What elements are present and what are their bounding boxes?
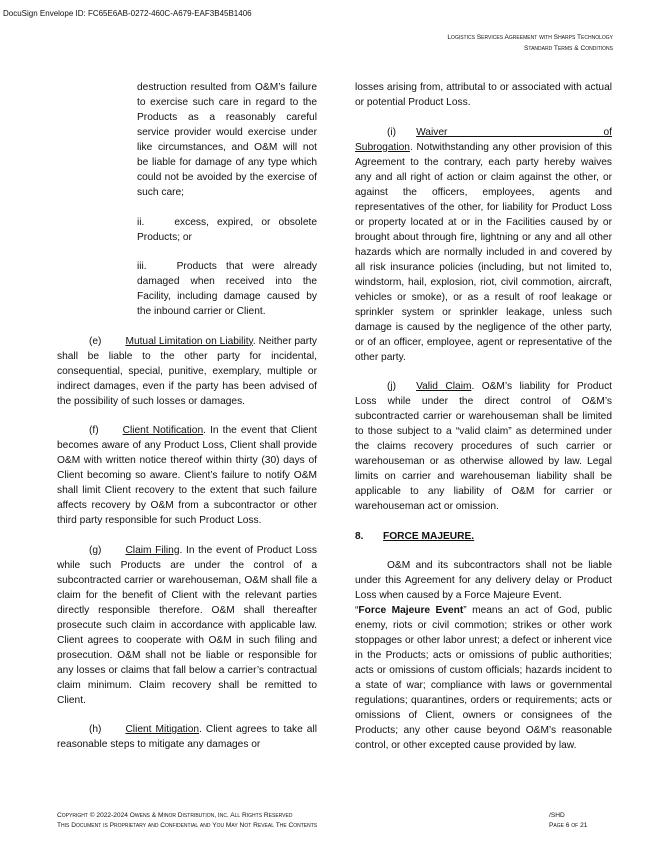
section-h-title: Client Mitigation xyxy=(125,724,200,735)
section-h-text: . Client agrees to take all reasonable steps to mitigate any damages or xyxy=(57,724,317,750)
section-h-label: (h) xyxy=(89,724,102,735)
force-majeure-open-quote: “ xyxy=(355,605,359,616)
section-i-title: Waiver of Subrogation xyxy=(355,126,612,153)
docusign-envelope-id: DocuSign Envelope ID: FC65E6AB-0272-460C-A679-EAF3B45B1406 xyxy=(3,9,252,18)
force-majeure-term: Force Majeure Event xyxy=(358,605,464,616)
section-e xyxy=(57,334,317,409)
section-f-title: Client Notification xyxy=(122,425,204,436)
section-i-label: (i) xyxy=(387,126,397,138)
section-f-text: . In the event that Client becomes aware of any Product Loss, Client shall provide O&M with written notice thereof within thirty (30) days of Client becoming so aware. Client’s failure to notify O&M shall limit Client recovery to the extent that such failure affects recovery by O&M from a subcontractor or other third party responsible for such Product Loss. xyxy=(57,425,317,526)
clause-continuation: destruction resulted from O&M’s failure to exercise such care in regard to the Products as a reasonably careful service provider would exercise under like circumstances, and O&M will not be liable for damage of any type which could not be avoided by the exercise of such care; xyxy=(137,82,317,198)
force-majeure-definition xyxy=(355,603,612,753)
clause-iii xyxy=(57,259,317,319)
footer-right xyxy=(549,811,587,831)
clause-ii-number: ii. xyxy=(137,216,145,228)
page-header xyxy=(447,32,613,54)
section-g-label: (g) xyxy=(89,544,102,556)
section-g xyxy=(57,543,317,708)
force-majeure-definition-text: ” means an act of God, public enemy, riots or civil commotion; strikes or other work stoppages or other labor unrest; a defect or inherent vice in the Products; acts or omissions of public authorities; acts or omissions of custom officials; hazards incident to a state of war; compliance with laws or governmental regulations; quarantines, orders or requirements; acts or omissions of Client, owners or consignees of the Products; any other cause beyond O&M’s reasonable control, or other excepted cause provided by law. xyxy=(355,605,612,751)
section-j-title: Valid Claim xyxy=(416,381,472,392)
force-majeure-paragraph-1: O&M and its subcontractors shall not be liable under this Agreement for any delivery delay or Product Loss when caused by a Force Majeure Event. xyxy=(355,560,612,601)
clause-ii xyxy=(57,215,317,245)
section-8-title: FORCE MAJEURE. xyxy=(383,530,475,542)
section-e-label: (e) xyxy=(89,335,102,347)
section-h xyxy=(57,722,317,752)
section-f-label: (f) xyxy=(89,425,99,436)
section-f xyxy=(57,423,317,528)
footer-page-number: Page 6 of 21 xyxy=(549,822,588,829)
footer-initials: /SHD xyxy=(549,812,565,819)
section-e-text: . Neither party shall be liable to the other party for incidental, consequential, special, punitive, exemplary, multiple or indirect damages, even if the party has been advised of the possibility of such losses or damages. xyxy=(57,335,318,407)
clause-iii-text: Products that were already damaged when received into the Facility, including damage caused by the inbound carrier or Client. xyxy=(137,261,317,317)
clause-ii-text: excess, expired, or obsolete Products; or xyxy=(137,216,317,243)
section-i-text: . Notwithstanding any other provision of this Agreement to the contrary, each party hereby waives any and all right of action or claim against the other, or against the officers, employees, agents and representatives of the other, for liability for Product Loss or property located at or in the Facilities caused by or brought about through fire, lightning or any and all other hazards which are normally included in and covered by all risk insurance policies (including, but not limited to, windstorm, hail, explosion, riot, civil commotion, aircraft, vehicles or smoke), or as a result of roof leakage or sprinkler system or sprinkler leakage, unless such damage is caused by the negligence of the other party, or of an officer, employee, agent or representative of the other party. xyxy=(355,141,612,363)
section-g-text: . In the event of Product Loss while such Products are under the control of a subcontracted carrier or warehouseman, O&M shall file a claim for the benefit of Client with the relevant parties directly responsible therefore. O&M shall thereafter prosecute such claim in accordance with applicable law. Client agrees to cooperate with O&M in such filing and prosecution. O&M shall not be liable or responsible for any losses or claims that fall below a carrier’s contractual claim minimum. Claim recovery shall be remitted to Client. xyxy=(57,544,317,706)
left-column xyxy=(57,80,317,767)
section-i xyxy=(355,125,612,365)
footer-copyright: Copyright © 2022-2024 Owens & Minor Distribution, Inc. All Rights Reserved xyxy=(57,812,293,819)
section-8-heading xyxy=(355,529,612,544)
clause-iii-number: iii. xyxy=(137,261,147,272)
section-j-label: (j) xyxy=(387,381,397,392)
footer-left xyxy=(57,811,317,831)
right-column xyxy=(355,80,612,753)
section-8-number: 8. xyxy=(355,530,364,542)
section-g-title: Claim Filing xyxy=(125,544,180,556)
section-e-title: Mutual Limitation on Liability xyxy=(125,335,253,347)
clause-continuation-right: losses arising from, attributal to or associated with actual or potential Product Loss. xyxy=(355,82,612,108)
section-j xyxy=(355,379,612,514)
footer-confidentiality: This Document is Proprietary and Confidential and You May Not Reveal The Contents xyxy=(57,822,318,829)
header-agreement-title: Logistics Services Agreement with Sharps Technology xyxy=(447,34,613,41)
header-terms-title: Standard Terms & Conditions xyxy=(524,45,613,52)
section-j-text: . O&M’s liability for Product Loss while under the direct control of O&M’s subcontracted carrier or warehouseman shall be limited to those subject to a “valid claim” as determined under the claims recovery procedures of such carrier or warehouseman or as otherwise allowed by law. Legal limits on carrier and warehouseman liability shall be applicable to any liability of O&M for carrier or warehouseman act or omission. xyxy=(355,381,612,512)
